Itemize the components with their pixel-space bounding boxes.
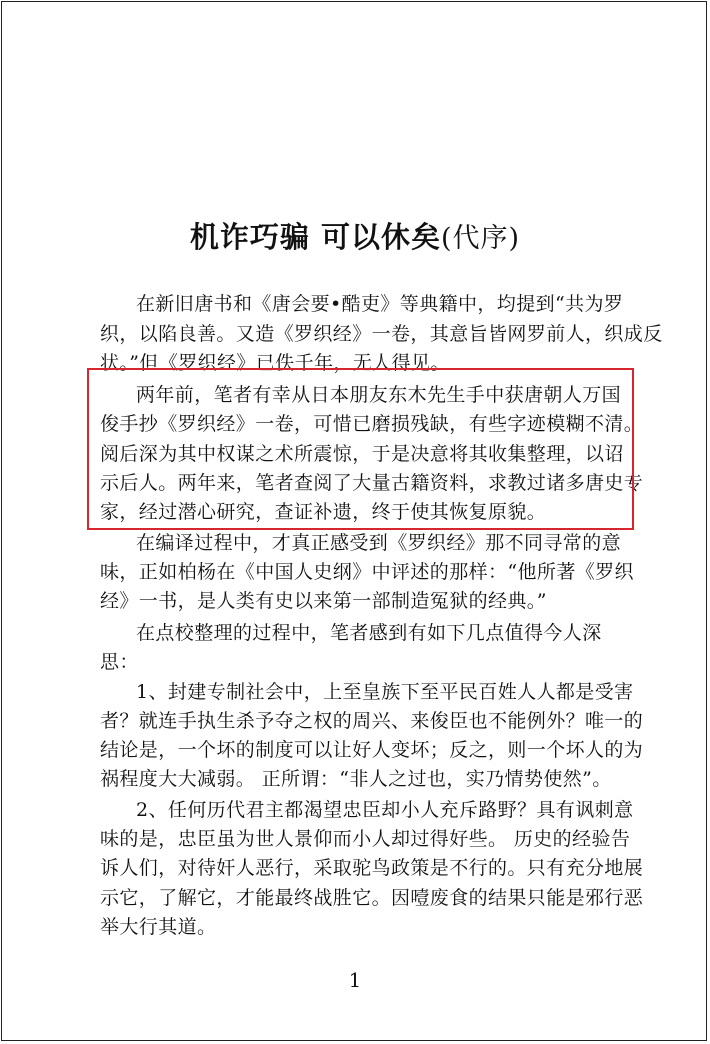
- text-line: 在新旧唐书和《唐会要•酷吏》等典籍中，均提到“共为罗: [136, 293, 624, 315]
- text-line: 织，以陷良善。又造《罗织经》一卷，其意旨皆网罗前人，织成反: [100, 323, 663, 345]
- text-line: 1、封建专制社会中，上至皇族下至平民百姓人人都是受害: [136, 681, 634, 703]
- text-line: 举大行其道。: [100, 916, 217, 938]
- text-line: 思：: [100, 651, 139, 673]
- text-line: 结论是，一个坏的制度可以让好人变坏；反之，则一个坏人的为: [100, 739, 644, 761]
- text-line: 者？就连手执生杀予夺之权的周兴、来俊臣也不能例外？唯一的: [100, 710, 644, 732]
- text-line: 2、任何历代君主都渴望忠臣却小人充斥路野？具有讽刺意: [136, 799, 634, 821]
- page-number: 1: [348, 968, 362, 992]
- text-line: 家，经过潜心研究，查证补遗，终于使其恢复原貌。: [100, 501, 547, 523]
- highlight-box: [87, 368, 634, 530]
- title-main: 机诈巧骗 可以休矣: [189, 220, 442, 254]
- title-sub: (代序): [441, 223, 521, 254]
- text-line: 经》一书，是人类有史以来第一部制造冤狱的经典。”: [100, 590, 547, 612]
- text-line: 在编译过程中，才真正感受到《罗织经》那不同寻常的意: [136, 532, 622, 554]
- page-title: [0, 215, 710, 256]
- text-line: 祸程度大大减弱。 正所谓：“非人之过也，实乃情势使然”。: [100, 768, 612, 790]
- text-line: 示它，了解它，才能最终战胜它。因噎废食的结果只能是邪行恶: [100, 887, 644, 909]
- text-line: 在点校整理的过程中，笔者感到有如下几点值得今人深: [136, 622, 602, 644]
- text-line: 状。”但《罗织经》已佚千年，无人得见。: [100, 352, 450, 374]
- text-line: 味，正如柏杨在《中国人史纲》中评述的那样：“他所著《罗织: [100, 561, 634, 583]
- text-line: 两年前，笔者有幸从日本朋友东木先生手中获唐朝人万国: [136, 384, 622, 406]
- text-line: 味的是，忠臣虽为世人景仰而小人却过得好些。 历史的经验告: [100, 828, 631, 850]
- text-line: 俊手抄《罗织经》一卷，可惜已磨损残缺，有些字迹模糊不清。: [100, 413, 644, 435]
- text-line: 诉人们，对待奸人恶行，采取驼鸟政策是不行的。只有充分地展: [100, 857, 644, 879]
- text-line: 示后人。两年来，笔者查阅了大量古籍资料，求教过诸多唐史专: [100, 472, 644, 494]
- text-line: 阅后深为其中权谋之术所震惊，于是决意将其收集整理，以诏: [100, 443, 624, 465]
